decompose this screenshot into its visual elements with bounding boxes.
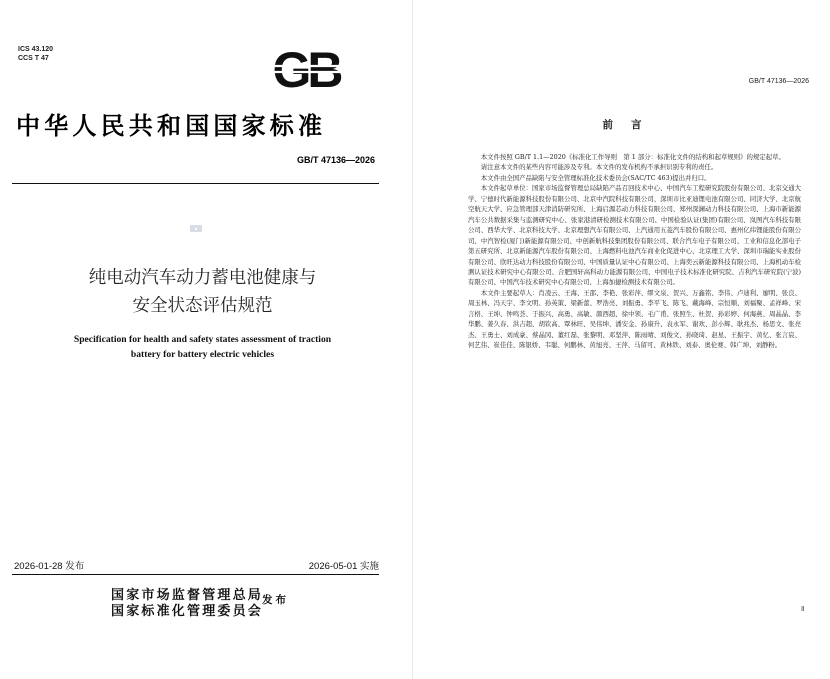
top-divider [12, 183, 379, 184]
paragraph-patent-notice: 请注意本文件的某些内容可能涉及专利。本文件的发布机构不承担识别专利的责任。 [480, 163, 718, 172]
document-title-en-line2: battery for battery electric vehicles [130, 349, 275, 360]
header-standard-number: GB/T 47136—2026 [748, 78, 809, 85]
cover-page [0, 0, 405, 679]
ics-code: ICS 43.120 [18, 46, 54, 53]
national-standard-title: 中华人民共和国国家标准 [16, 111, 327, 140]
paragraph-drafting-rules: 本文件按照 GB/T 1.1—2020《标准化工作导则 第 1 部分：标准化文件的结构和起草规则》的规定起草。 [480, 153, 785, 161]
page-number: Ⅱ [801, 606, 805, 613]
paragraph-proposer: 本文件由全国产品缺陷与安全管理标准化技术委员会(SAC/TC 463)提出并归口。 [480, 173, 711, 182]
issuer-sac: 国家标准化管理委员会 [111, 604, 264, 619]
classification-codes [18, 45, 53, 63]
issue-label: 发布 [262, 594, 289, 606]
issuer-samr: 国家市场监督管理总局 [111, 588, 264, 603]
document-title-cn-line1: 纯电动汽车动力蓄电池健康与 [88, 268, 317, 288]
foreword-body [468, 152, 801, 351]
paragraph-drafting-units: 本文件起草单位：国家市场监督管理总局缺陷产品召回技术中心、中国汽车工程研究院股份有限公司、北京交通大学、宁德时代新能源科技股份有限公司、北京中汽院科技有限公司、深圳市比亚迪锂电池有限公司、同济大学、北京航空航天大学、应急管理部天津消防研究所、上海启源芯动力科技有限公司、郑州深澜动力科技有限公司、上海市新能源汽车公共数据采集与监测研究中心、张家港清研检测技术有限公司、中国检验认证(集团)有限公司、岚图汽车科技有限公司、西华大学、北京科技大学、北京理想汽车有限公司、上汽通用五菱汽车股份有限公司、惠州亿纬锂能股份有限公司、中汽智检(厦门)新能源有限公司、中创新航科技集团股份有限公司、联合汽车电子有限公司、工业和信息化部电子第五研究所、北京新能源汽车股份有限公司、上海燃料电池汽车商业化促进中心、北京理工大学、深圳市瑞能实业股份有限公司、欣旺达动力科技股份有限公司、中国质量认证中心有限公司、上海奕云新能源科技有限公司、上海机动车检测认证技术研究中心有限公司、合肥国轩高科动力能源有限公司、中国电子技术标准化研究院、吉利汽车研究院(宁波)有限公司、中国汽车技术研究中心有限公司、上海加捷检测技术有限公司。 [468, 184, 801, 287]
document-title-en-line1: Specification for health and safety states assessment of traction [73, 334, 332, 345]
publish-date: 2026-01-28 发布 [14, 561, 85, 572]
document-title-cn-line2: 安全状态评估规范 [132, 296, 273, 316]
logo-text: GB [272, 44, 340, 92]
foreword-heading: 前言 [602, 119, 660, 131]
standard-number: GB/T 47136—2026 [296, 155, 375, 165]
implement-date: 2026-05-01 实施 [308, 561, 379, 572]
paragraph-drafters: 本文件主要起草人：肖凌云、王海、王邵、李艳、张彩萍、缪文泉、贺兴、万鑫铭、李伟、卢迪利、廖明、张良、周玉林、冯天宇、李文明、孙英策、梁新蕾、罗浩亮、刘振勇、李平飞、陈飞、戴海峰、宗恒顺、刘福聚、孟祥峰、宋言格、王坤、钟鸣荟、于振兴、高勇、高敏、颜西超、徐中领、毛广甫、张照生、杜贺、孙彩婷、何海燕、周晶晶、李华鹏、姜久春、洪吉超、胡钦高、覃林旺、吴伟坤、潘安金、孙康升、袁永军、谢欢、彭小辉、耿兆杰、杨思文、张亮杰、王勇士、刘成豪、蔡晶冈、董红磊、张黎明、邓坚萍、陈雨晴、刘俊文、孙晓琦、赵星、王振宇、黄忆、张言宸、何艺伟、崔佳佳、陈银娇、韦聪、何鹏林、黄旭亮、王萍、马留可、黄林铁、刘泰、奥伦赛、韩广坤、刘静粉。 [468, 288, 801, 350]
watermark-icon: ▪ [190, 225, 202, 232]
ccs-code: CCS T 47 [18, 55, 49, 62]
gb-logo-icon [268, 44, 344, 92]
bottom-divider [12, 574, 379, 575]
foreword-page [412, 0, 830, 679]
